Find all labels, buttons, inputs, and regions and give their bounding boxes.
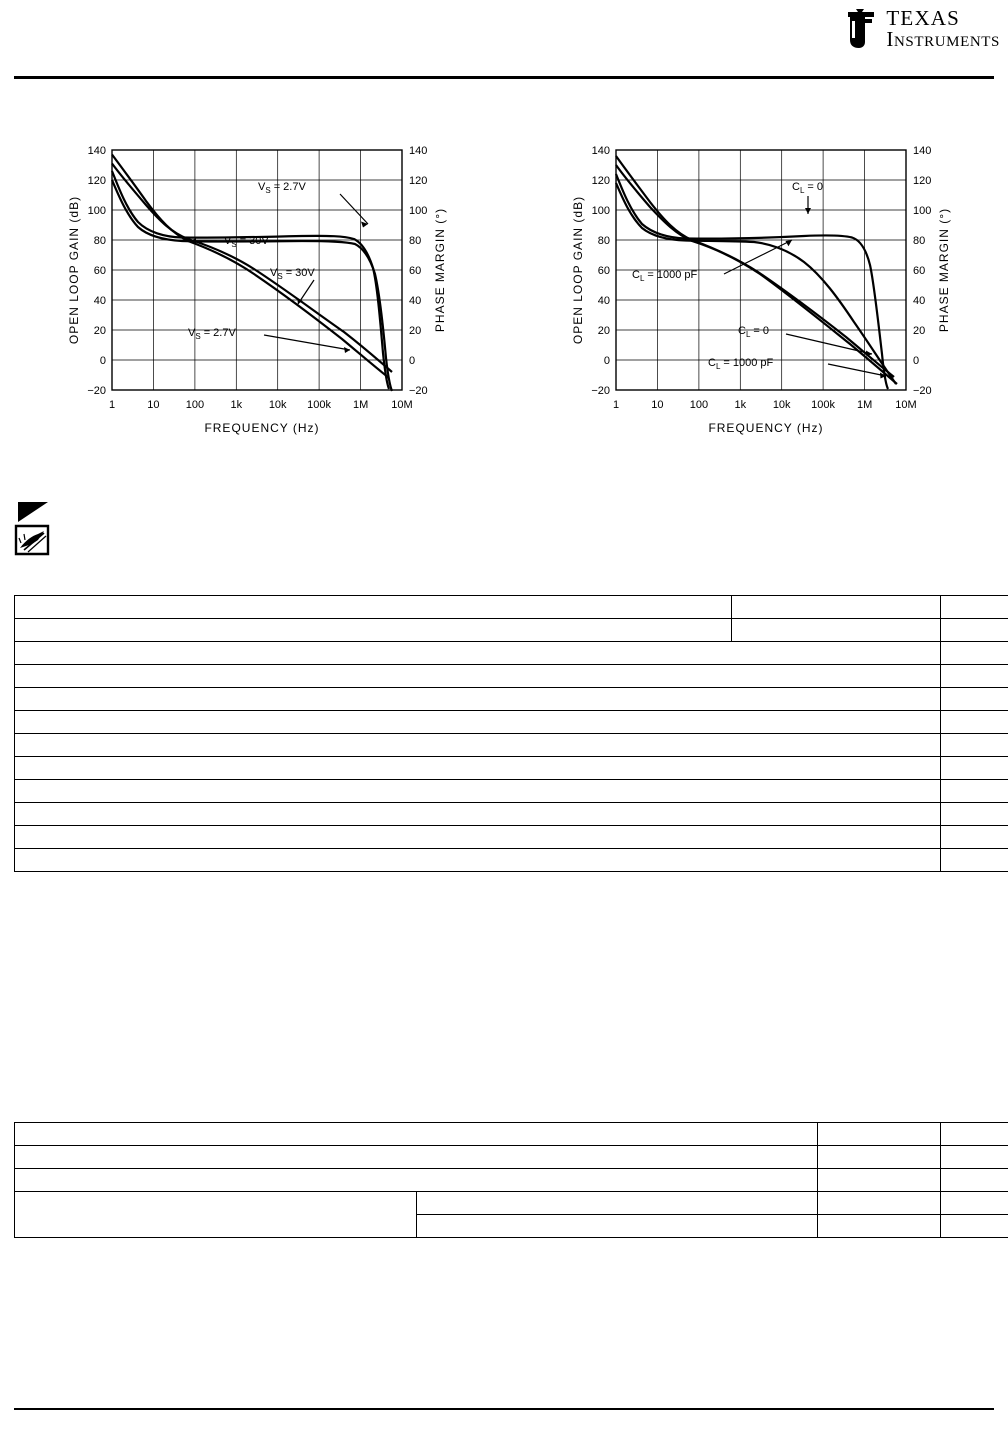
svg-text:40: 40 [597,295,610,307]
table-row [15,757,1008,780]
table-row [15,688,1008,711]
svg-text:60: 60 [93,265,106,277]
table-cell [15,1146,818,1169]
svg-text:140: 140 [409,145,428,157]
svg-text:0: 0 [603,355,610,367]
table-cell [15,803,941,826]
svg-text:VS= 30V: $V_S = 30V$ [224,235,269,249]
svg-text:FREQUENCY (Hz): FREQUENCY (Hz) [708,421,824,435]
svg-text:60: 60 [409,265,422,277]
table-row [15,849,1008,872]
esd-caution-icon-svg [14,500,74,558]
table-cell [416,1215,818,1238]
footer-divider [14,1408,994,1410]
svg-text:140: 140 [87,145,106,157]
table-cell [941,711,1008,734]
page-header [0,0,1008,90]
svg-text:−20: −20 [409,385,428,397]
svg-text:80: 80 [93,235,106,247]
table-cell [941,665,1008,688]
table-cell [15,711,941,734]
svg-text:CL= 1000 pF: $C_L = 1000$ pF [708,357,774,371]
table-cell [15,757,941,780]
svg-text:60: 60 [913,265,926,277]
svg-text:PHASE MARGIN (°): PHASE MARGIN (°) [937,207,951,333]
svg-text:1M: 1M [856,399,873,411]
table-row [15,596,1008,619]
table-cell [941,826,1008,849]
svg-text:100: 100 [689,399,709,411]
table-cell [941,803,1008,826]
chart-left-svg [52,128,472,458]
table-cell [941,1123,1008,1146]
svg-text:VS= 30V: $V_S = 30V$ [270,267,315,281]
table-cell [15,1169,818,1192]
svg-text:FREQUENCY (Hz): FREQUENCY (Hz) [204,421,320,435]
table-cell [15,1192,417,1238]
svg-text:10k: 10k [772,399,791,411]
table-cell [818,1146,941,1169]
svg-text:0: 0 [99,355,106,367]
table-row [15,711,1008,734]
svg-text:0: 0 [409,355,416,367]
svg-text:120: 120 [913,175,932,187]
svg-text:60: 60 [597,265,610,277]
svg-text:10M: 10M [391,399,413,411]
svg-text:10k: 10k [268,399,287,411]
svg-text:VS= 2.7V: $V_S = 2.7V$ [188,327,236,341]
table-cell [941,619,1008,642]
table-cell [732,619,941,642]
table-cell [818,1169,941,1192]
specifications-table-2 [14,1122,1008,1238]
table-cell [941,734,1008,757]
svg-text:140: 140 [591,145,610,157]
table-cell [941,757,1008,780]
svg-text:PHASE MARGIN (°): PHASE MARGIN (°) [433,207,447,333]
table-cell [818,1192,941,1215]
svg-text:1k: 1k [734,399,747,411]
svg-text:−20: −20 [591,385,610,397]
table-cell [818,1215,941,1238]
svg-text:80: 80 [913,235,926,247]
ti-wordmark-line2 [886,29,1000,50]
svg-text:40: 40 [93,295,106,307]
table-cell [732,596,941,619]
svg-text:100: 100 [409,205,428,217]
svg-text:100: 100 [591,205,610,217]
ti-wordmark [886,8,1000,50]
svg-text:CL= 1000 pF: $C_L = 1000$ pF [632,269,698,283]
table-1-body [15,596,1008,872]
table-cell [15,1123,818,1146]
svg-text:OPEN LOOP GAIN (dB): OPEN LOOP GAIN (dB) [571,195,585,345]
svg-text:10M: 10M [895,399,917,411]
table-row [15,1146,1008,1169]
table-row [15,665,1008,688]
table-cell [941,596,1008,619]
svg-text:1: 1 [108,399,116,411]
svg-text:80: 80 [409,235,422,247]
esd-caution-icon [14,500,74,558]
ti-mark-svg [844,9,878,49]
texas-instruments-logo [844,8,1000,50]
svg-text:10: 10 [651,399,664,411]
svg-text:120: 120 [409,175,428,187]
svg-text:−20: −20 [87,385,106,397]
svg-text:40: 40 [913,295,926,307]
svg-text:100k: 100k [811,399,836,411]
table-cell [15,826,941,849]
table-cell [15,780,941,803]
svg-text:CL= 0: $C_L = 0$ [792,181,824,195]
table-cell [818,1123,941,1146]
table-cell [941,849,1008,872]
table-cell [416,1192,818,1215]
table-row [15,734,1008,757]
svg-text:CL= 0: $C_L = 0$ [738,325,770,339]
ti-wordmark-line2-rest: NSTRUMENTS [893,34,1000,50]
table-2-body [15,1123,1008,1238]
svg-text:VS= 2.7V: $V_S = 2.7V$ [258,181,306,195]
table-cell [941,688,1008,711]
ti-wordmark-line2-i: I [886,27,894,51]
table-cell [15,849,941,872]
svg-text:1k: 1k [230,399,243,411]
table-cell [941,780,1008,803]
table-row [15,1192,1008,1215]
table-cell [15,665,941,688]
table-row [15,1169,1008,1192]
table-cell [15,596,732,619]
table-cell [941,1192,1008,1215]
table-cell [941,642,1008,665]
table-cell [15,734,941,757]
svg-text:20: 20 [597,325,610,337]
specifications-table-1 [14,595,1008,872]
svg-text:40: 40 [409,295,422,307]
table-cell [15,688,941,711]
table-row [15,803,1008,826]
svg-text:140: 140 [913,145,932,157]
svg-text:120: 120 [87,175,106,187]
table-cell [941,1146,1008,1169]
table-row [15,619,1008,642]
table-row [15,780,1008,803]
svg-text:100k: 100k [307,399,332,411]
svg-text:OPEN LOOP GAIN (dB): OPEN LOOP GAIN (dB) [67,195,81,345]
table-row [15,1123,1008,1146]
table-row [15,642,1008,665]
characteristic-curves-section [0,128,1008,468]
svg-text:20: 20 [913,325,926,337]
table-cell [941,1215,1008,1238]
svg-text:20: 20 [93,325,106,337]
svg-text:20: 20 [409,325,422,337]
svg-text:1: 1 [612,399,620,411]
svg-text:0: 0 [913,355,920,367]
table-cell [15,642,941,665]
chart-open-loop-gain-phase-vs-frequency-supply [52,128,472,458]
svg-text:120: 120 [591,175,610,187]
svg-text:−20: −20 [913,385,932,397]
svg-text:80: 80 [597,235,610,247]
header-divider [14,76,994,79]
svg-text:1M: 1M [352,399,369,411]
ti-mark-icon [844,9,878,49]
svg-text:100: 100 [87,205,106,217]
table-cell [15,619,732,642]
chart-right-svg [556,128,976,458]
svg-text:100: 100 [185,399,205,411]
svg-text:10: 10 [147,399,160,411]
chart-open-loop-gain-phase-vs-frequency-load-cap [556,128,976,458]
table-row [15,826,1008,849]
ti-wordmark-line1: TEXAS [886,6,961,30]
table-cell [941,1169,1008,1192]
svg-text:100: 100 [913,205,932,217]
